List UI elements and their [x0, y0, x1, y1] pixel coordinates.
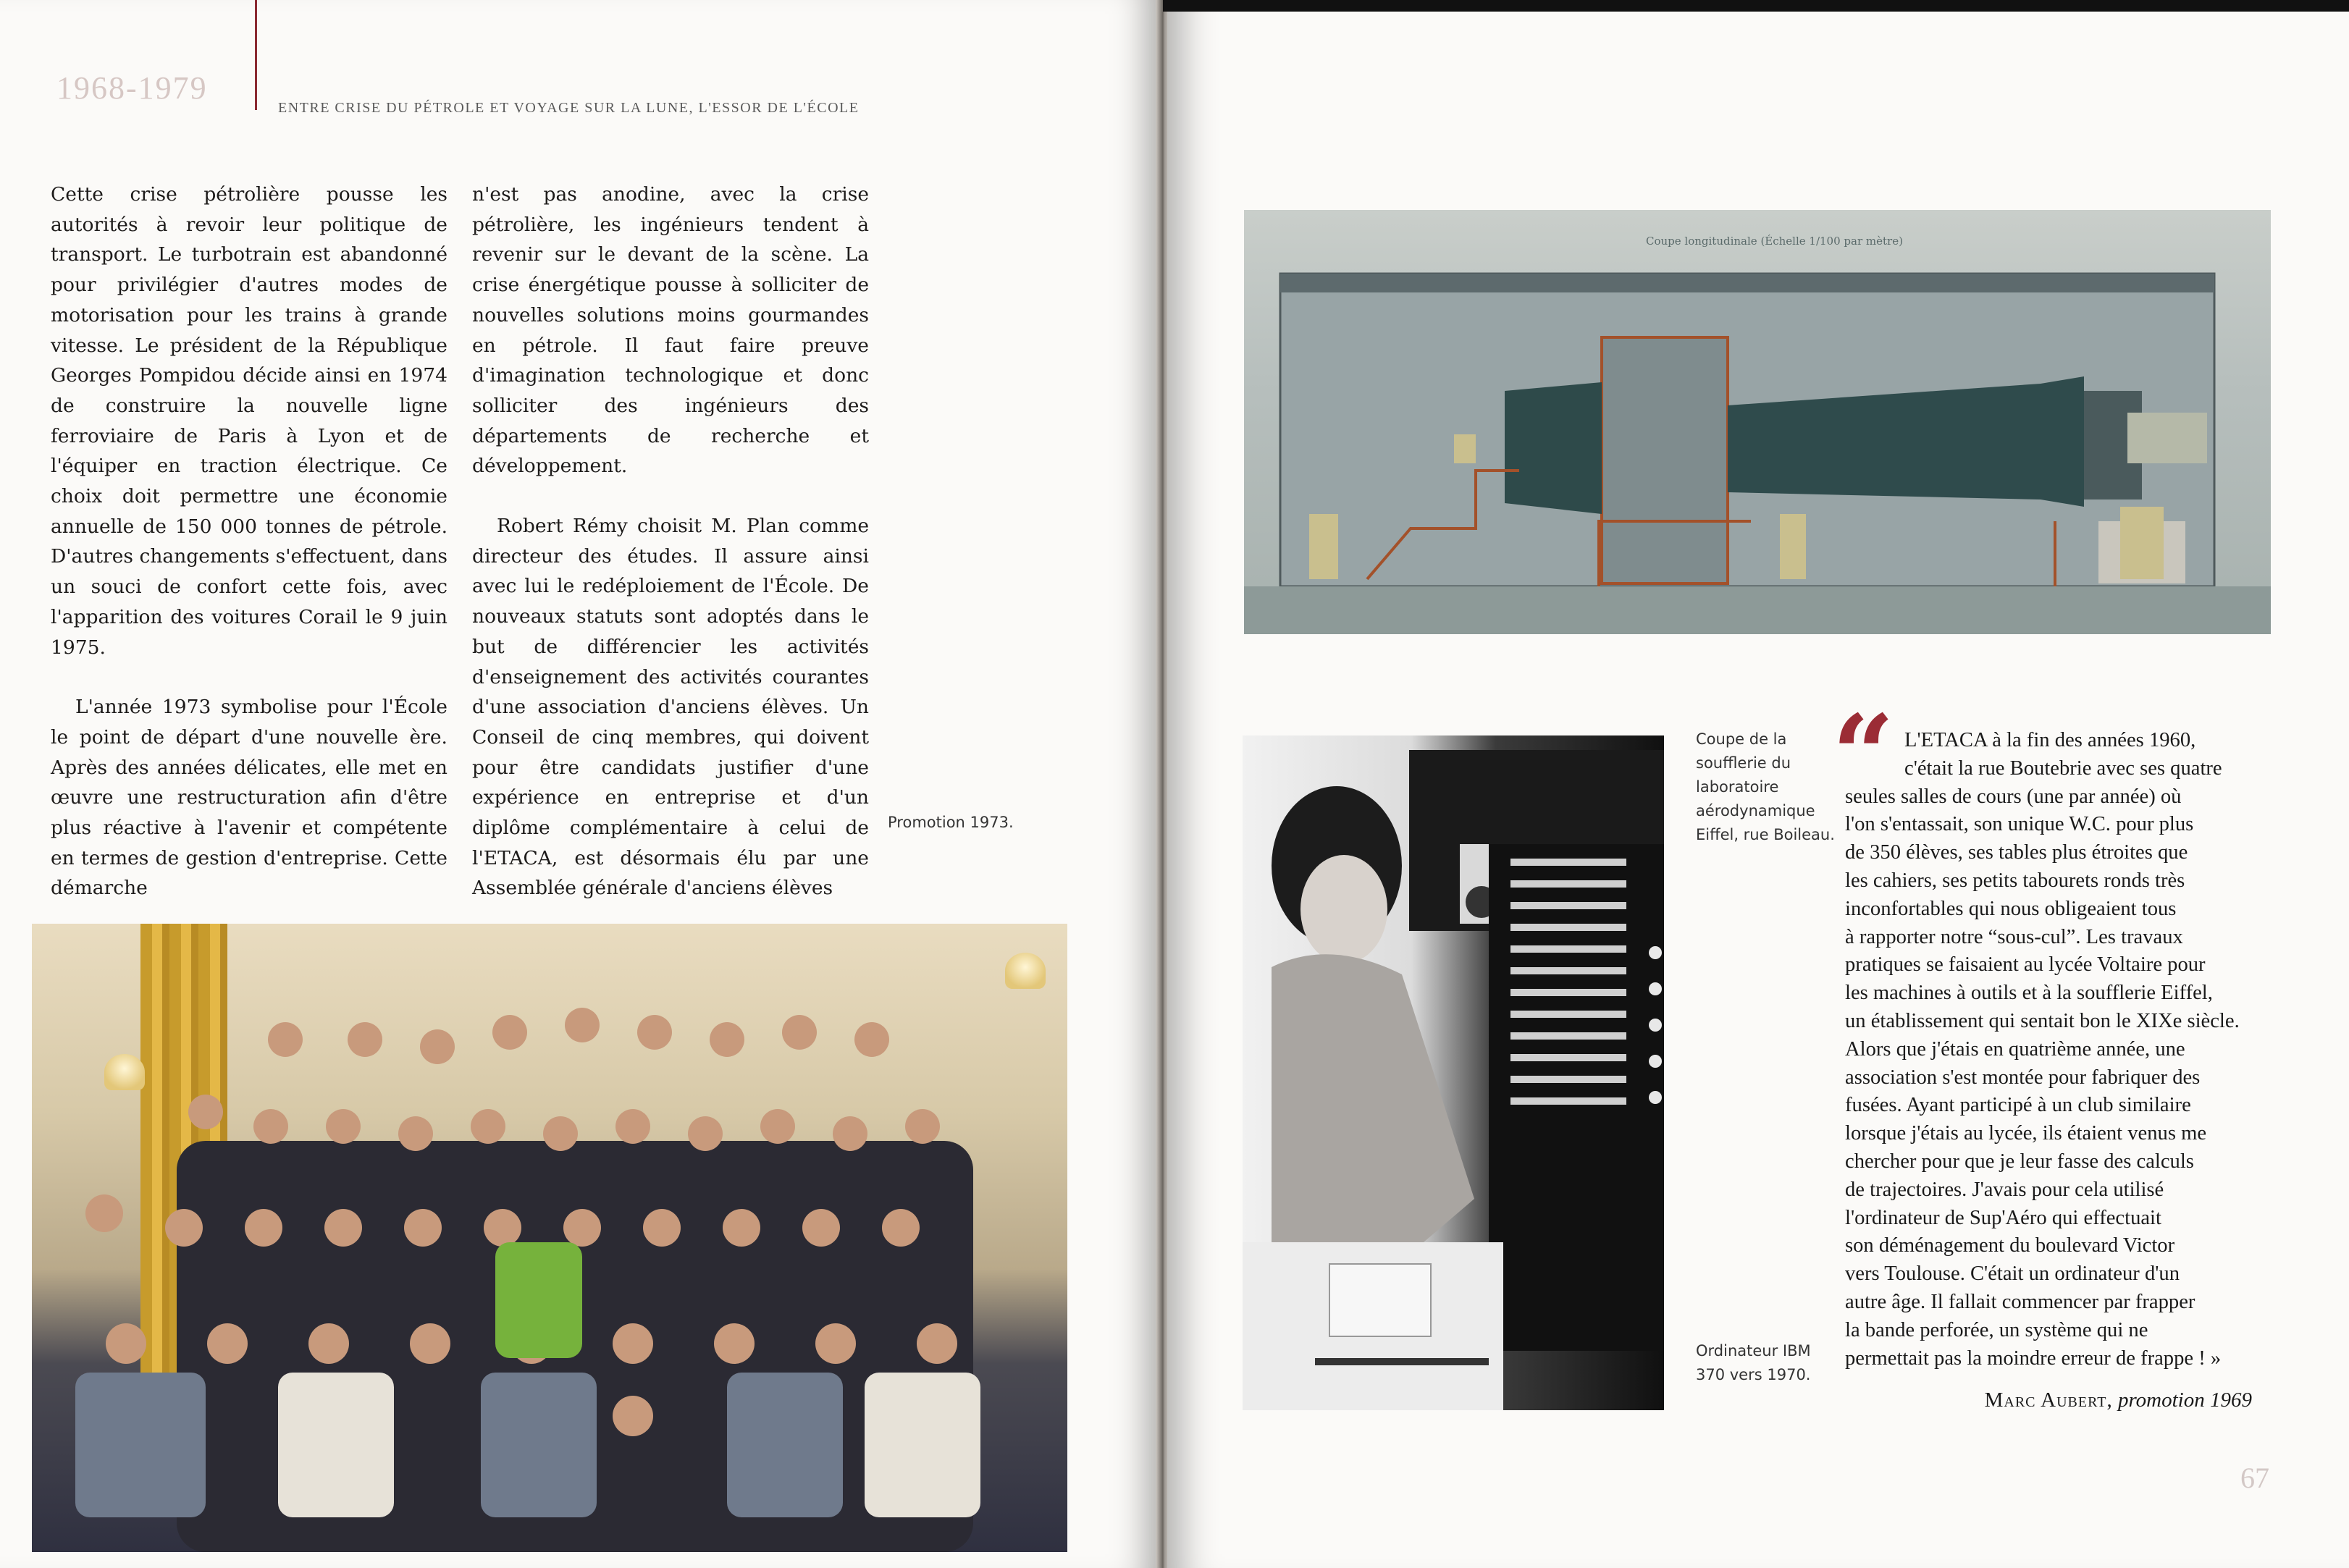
quote-line: pratiques se faisaient au lycée Voltaire pour — [1845, 953, 2206, 977]
paragraph: Cette crise pétrolière pousse les autorités à revoir leur politique de transport. Le turbotrain est abandonné pour privilégier d'autres modes de motorisation pour les trains à grande vitesse. Le président de la République Georges Pompidou décide ainsi en 1974 de construire la nouvelle ligne ferroviaire de Paris à Lyon et de l'équiper en traction électrique. Ce choix doit permettre une économie annuelle de 150 000 tonnes de pétrole. D'autres changements s'effectuent, dans un souci de confort cette fois, avec l'apparition des voitures Corail le 9 juin 1975. — [51, 183, 447, 659]
quote-line: seules salles de cours (une par année) où — [1845, 785, 2182, 808]
text-column-1 — [51, 180, 447, 903]
page-number: 67 — [2240, 1462, 2269, 1494]
quote-line: de trajectoires. J'avais pour cela utilisé — [1845, 1178, 2164, 1201]
quote-line: son déménagement du boulevard Victor — [1845, 1234, 2175, 1257]
quote-line: Alors que j'étais en quatrième année, une — [1845, 1037, 2185, 1061]
header-year: 1968-1979 — [56, 70, 208, 106]
left-page — [0, 0, 1163, 1568]
quote-line: l'ordinateur de Sup'Aéro qui effectuait — [1845, 1206, 2161, 1229]
quote-line: vers Toulouse. C'était un ordinateur d'un — [1845, 1263, 2180, 1286]
paragraph: n'est pas anodine, avec la crise pétrolière, les ingénieurs tendent à revenir sur le devant de la scène. La crise énergétique pousse à solliciter de nouvelles solutions moins gourmandes en pétrole. Il faut faire preuve d'imagination technologique et donc solliciter des ingénieurs des départements de recherche et développement. — [472, 183, 869, 478]
quote-line: l'on s'entassait, son unique W.C. pour plus — [1845, 813, 2194, 836]
quote-line: chercher pour que je leur fasse des calculs — [1845, 1150, 2194, 1173]
quote-line: L'ETACA à la fin des années 1960, — [1904, 729, 2196, 751]
computer-drawing — [1243, 735, 1664, 1410]
quote-line: c'était la rue Boutebrie avec ses quatre — [1904, 756, 2222, 780]
quote-line: de 350 élèves, ses tables plus étroites que — [1845, 841, 2188, 864]
quote-mark-icon: “ — [1832, 691, 1895, 819]
quote-line: les cahiers, ses petits tabourets ronds très — [1845, 869, 2185, 892]
quote-line: association s'est montée pour fabriquer des — [1845, 1066, 2201, 1089]
page-top-edge — [1163, 0, 2349, 12]
caption-promotion: Promotion 1973. — [888, 814, 1014, 831]
group-figures — [32, 924, 1067, 1552]
author-promotion: promotion 1969 — [2117, 1388, 2252, 1412]
chapter-title: ENTRE CRISE DU PÉTROLE ET VOYAGE SUR LA LUNE, L'ESSOR DE L'ÉCOLE — [278, 100, 860, 116]
quote-author — [1845, 1388, 2252, 1412]
quote-line: à rapporter notre “sous-cul”. Les travaux — [1845, 925, 2183, 948]
quote-line: la bande perforée, un système qui ne — [1845, 1318, 2148, 1341]
wind-tunnel-drawing — [1244, 210, 2271, 634]
quote-line: les machines à outils et à la soufflerie Eiffel, — [1845, 982, 2213, 1005]
quote-line: lorsque j'étais au lycée, ils étaient venus me — [1845, 1122, 2207, 1145]
wind-tunnel-blueprint — [1244, 210, 2271, 634]
header-divider — [255, 0, 257, 110]
text-column-2 — [472, 180, 869, 903]
quote-line: permettait pas la moindre erreur de frappe ! » — [1845, 1346, 2222, 1370]
quote-line: fusées. Ayant participé à un club similaire — [1845, 1094, 2191, 1117]
testimonial-quote — [1845, 727, 2258, 1373]
caption-ibm-370: Ordinateur IBM 370 vers 1970. — [1696, 1342, 1811, 1383]
blueprint-title: Coupe longitudinale (Échelle 1/100 par mètre) — [1646, 235, 1903, 248]
caption-soufflerie: Coupe de la soufflerie du laboratoire aérodynamique Eiffel, rue Boileau. — [1696, 730, 1835, 843]
quote-line: un établissement qui sentait bon le XIXe siècle. — [1845, 1009, 2240, 1032]
quote-line: autre âge. Il fallait commencer par frapper — [1845, 1290, 2195, 1313]
paragraph: Robert Rémy choisit M. Plan comme directeur des études. Il assure ainsi avec lui le redéploiement de l'École. De nouveaux statuts sont adoptés dans le but de différencier les activités d'enseignement des activités courantes d'une association d'anciens élèves. Un Conseil de cinq membres, qui doivent pour être candidats justifier d'une expérience en entreprise et d'un diplôme complémentaire à celui de l'ETACA, est désormais élu par une Assemblée générale d'anciens élèves — [472, 515, 869, 900]
paragraph: L'année 1973 symbolise pour l'École le point de départ d'une nouvelle ère. Après des années délicates, elle met en œuvre une restructuration afin d'être plus réactive à l'avenir et compétente en termes de gestion d'entreprise. Cette démarche — [51, 696, 447, 900]
author-name: Marc Aubert, — [1984, 1388, 2113, 1412]
quote-line: inconfortables qui nous obligeaient tous — [1845, 897, 2177, 920]
ibm-370-photo — [1243, 735, 1664, 1410]
group-photo — [32, 924, 1067, 1552]
